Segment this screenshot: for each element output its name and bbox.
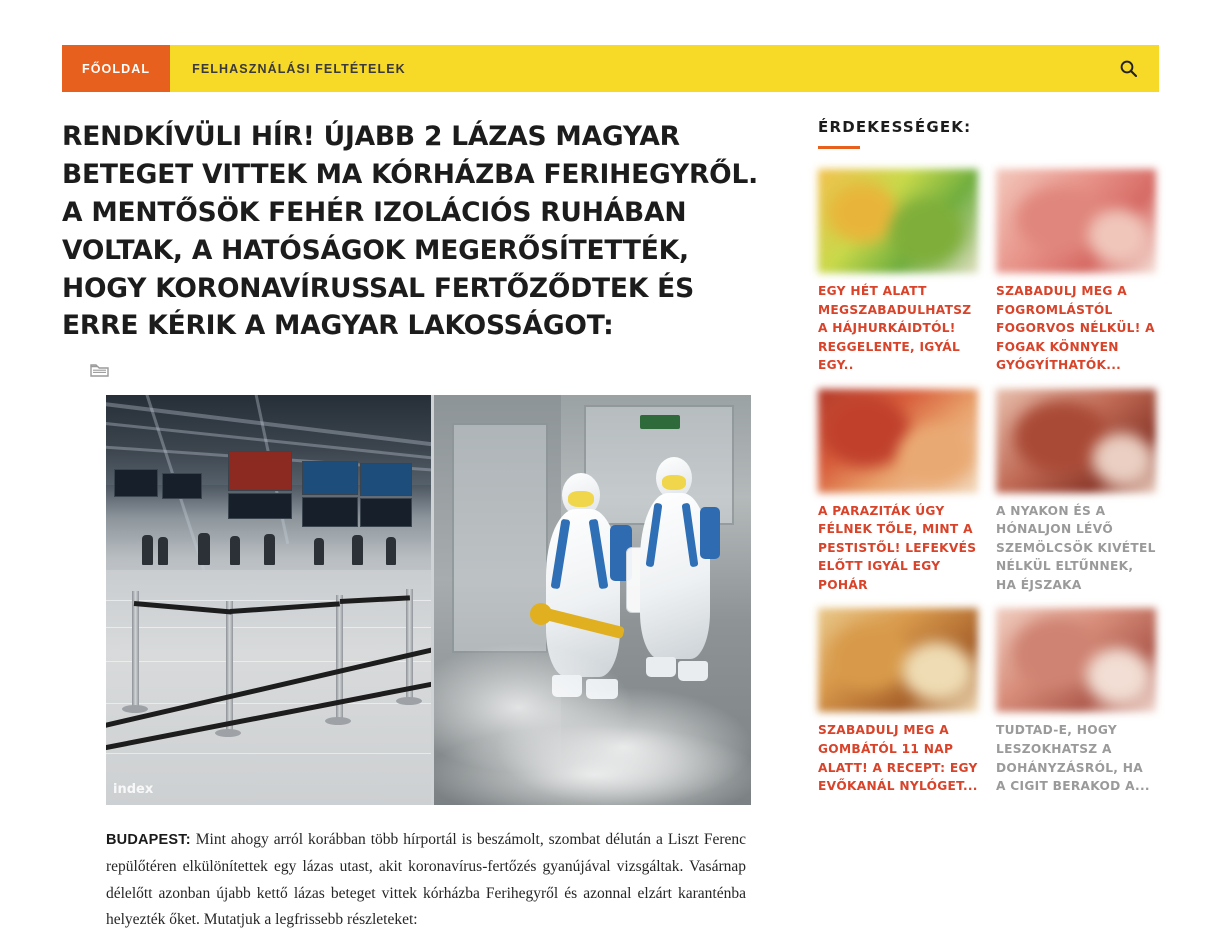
- thumbnail-image: [818, 169, 978, 273]
- search-button[interactable]: [1098, 45, 1159, 92]
- folder-icon[interactable]: [90, 363, 109, 383]
- thumbnail-image: [996, 169, 1156, 273]
- list-item[interactable]: [996, 169, 1156, 375]
- thumbnail-image: [996, 608, 1156, 712]
- list-item[interactable]: [818, 389, 978, 595]
- thumbnail-image: [818, 608, 978, 712]
- article-meta: [90, 363, 762, 383]
- list-item[interactable]: [996, 389, 1156, 595]
- nav-spacer: [428, 45, 1098, 92]
- page-root: [0, 45, 1221, 949]
- article-column: [62, 118, 762, 949]
- search-icon: [1120, 60, 1137, 77]
- thumbnail-image: [818, 389, 978, 493]
- recommendation-grid: [818, 169, 1158, 796]
- nav-item-home[interactable]: FŐOLDAL: [62, 45, 170, 92]
- list-item[interactable]: [818, 169, 978, 375]
- page-title: RENDKÍVÜLI HÍR! ÚJABB 2 LÁZAS MAGYAR BETEGET VITTEK MA KÓRHÁZBA FERIHEGYRŐL. A MENTŐSÖK FEHÉR IZOLÁCIÓS RUHÁBAN VOLTAK, A HATÓSÁGOK MEGERŐSÍTETTÉK, HOGY KORONAVÍRUSSAL FERTŐZŐDTEK ÉS ERRE KÉRIK A MAGYAR LAKOSSÁGOT:: [62, 121, 759, 342]
- sidebar-title: ÉRDEKESSÉGEK:: [818, 118, 972, 136]
- list-item-title: SZABADULJ MEG A FOGROMLÁSTÓL FOGORVOS NÉLKÜL! A FOGAK KÖNNYEN GYÓGYÍTHATÓK...: [996, 284, 1155, 373]
- thumbnail-image: [996, 389, 1156, 493]
- article-image-pair: [106, 395, 751, 805]
- nav-item-terms[interactable]: FELHASZNÁLÁSI FELTÉTELEK: [192, 61, 406, 76]
- top-navigation: [62, 45, 1159, 92]
- image-watermark: index: [113, 782, 154, 798]
- list-item-title: EGY HÉT ALATT MEGSZABADULHATSZ A HÁJHURKÁIDTÓL! REGGELENTE, IGYÁL EGY..: [818, 284, 972, 373]
- list-item-title: TUDTAD-E, HOGY LESZOKHATSZ A DOHÁNYZÁSRÓL, HA A CIGIT BERAKOD A...: [996, 723, 1150, 794]
- list-item-title: A PARAZITÁK ÚGY FÉLNEK TŐLE, MINT A PESTISTŐL! LEFEKVÉS ELŐTT IGYÁL EGY POHÁR: [818, 503, 977, 592]
- list-item-title: A NYAKON ÉS A HÓNALJON LÉVŐ SZEMÖLCSÖK KIVÉTEL NÉLKÜL ELTŰNNEK, HA ÉJSZAKA: [996, 503, 1156, 592]
- article-body: [106, 827, 746, 934]
- list-item[interactable]: [818, 608, 978, 795]
- sidebar: [818, 118, 1158, 949]
- list-item-title: SZABADULJ MEG A GOMBÁTÓL 11 NAP ALATT! A RECEPT: EGY EVŐKANÁL NYLÓGET...: [818, 723, 978, 794]
- sidebar-title-underline: [818, 146, 860, 149]
- article-lead-label: BUDAPEST:: [106, 832, 191, 849]
- content-area: [0, 118, 1221, 949]
- article-body-text: Mint ahogy arról korábban több hírportál is beszámolt, szombat délután a Liszt Ferenc repülőtéren elkülönítettek egy lázas utast, akit koronavírus-fertőzés gyanújával vizsgáltak. Vasárnap délelőtt azonban újabb kettő lázas beteget vittek kórházba Ferihegyről és azonnal elzárt karanténba helyezték őket. Mutatjuk a legfrissebb részleteket:: [106, 831, 746, 929]
- article-image-airport: [106, 395, 431, 805]
- list-item[interactable]: [996, 608, 1156, 795]
- article-image-hazmat: [434, 395, 751, 805]
